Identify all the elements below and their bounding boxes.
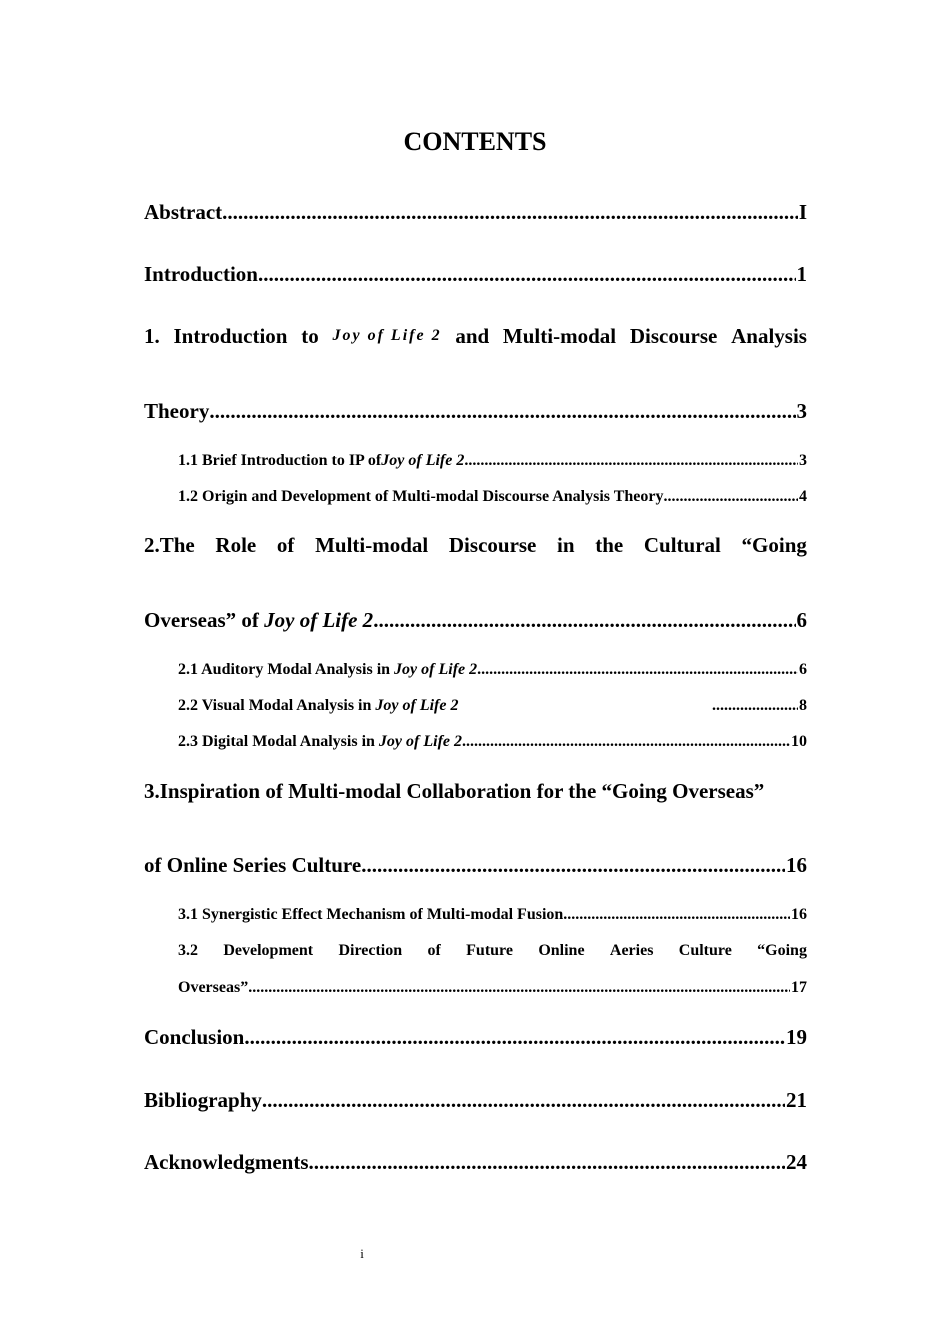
toc-page-number: 16 xyxy=(786,853,807,877)
toc-italic-title: Joy of Life 2 xyxy=(332,327,442,344)
toc-entry-3-2-line2[interactable] xyxy=(178,977,807,999)
toc-entry-1-2[interactable] xyxy=(178,486,807,508)
toc-title: CONTENTS xyxy=(403,127,547,156)
toc-leader-dots xyxy=(462,731,790,753)
toc-leader-dots xyxy=(244,1023,785,1051)
toc-word: Aeries xyxy=(609,942,654,959)
toc-word: Development xyxy=(223,942,314,959)
toc-word: Future xyxy=(466,942,513,959)
toc-italic-title: Joy of Life 2 xyxy=(375,697,459,714)
toc-leader-dots xyxy=(563,904,790,926)
toc-entry-2-2[interactable] xyxy=(178,695,807,717)
toc-leader-dots xyxy=(664,486,799,508)
toc-page-number: 3 xyxy=(796,399,807,423)
toc-label: Introduction xyxy=(144,262,258,286)
toc-entry-2-1[interactable] xyxy=(178,659,807,681)
toc-entry-1-1[interactable] xyxy=(178,450,807,472)
toc-word: 2.The xyxy=(144,533,195,557)
toc-entry-3-2-line1[interactable] xyxy=(178,940,807,962)
toc-entry-acknowledgments[interactable] xyxy=(144,1148,807,1176)
toc-label: Overseas” of xyxy=(144,608,265,632)
toc-word: 1. xyxy=(144,324,160,348)
toc-entry-introduction[interactable] xyxy=(144,260,807,288)
toc-word: Introduction xyxy=(173,324,288,348)
toc-page-number: 16 xyxy=(791,906,807,923)
page-number-footer: i xyxy=(360,1246,364,1261)
toc-leader-dots xyxy=(262,1086,785,1114)
toc-word: to xyxy=(301,324,319,348)
toc-word: Discourse xyxy=(629,324,718,348)
toc-page-number: 8 xyxy=(799,697,807,714)
toc-word: Discourse xyxy=(448,533,537,557)
toc-label: 1.2 Origin and Development of Multi-modal Discourse Analysis Theory xyxy=(178,488,664,505)
toc-italic-title: Joy of Life 2 xyxy=(394,661,478,678)
toc-leader-dots xyxy=(222,198,798,226)
toc-word: Culture xyxy=(678,942,732,959)
toc-label: Bibliography xyxy=(144,1088,262,1112)
toc-word: Analysis xyxy=(731,324,807,348)
toc-label: of Online Series Culture xyxy=(144,853,362,877)
toc-label: 1.1 Brief Introduction to IP of xyxy=(178,452,382,469)
toc-word: of xyxy=(427,942,441,959)
toc-leader-dots xyxy=(712,695,798,717)
toc-italic-title: Joy of Life 2 xyxy=(378,733,462,750)
toc-entry-conclusion[interactable] xyxy=(144,1023,807,1051)
toc-page-number: 3 xyxy=(799,452,807,469)
toc-label: Theory xyxy=(144,399,210,423)
toc-leader-dots xyxy=(248,977,790,999)
toc-label: 2.2 Visual Modal Analysis in xyxy=(178,697,376,714)
toc-entry-ch1-line1[interactable] xyxy=(144,322,807,350)
toc-italic-title: Joy of Life 2 xyxy=(381,452,465,469)
toc-label: Overseas” xyxy=(178,979,249,996)
toc-leader-dots xyxy=(309,1148,785,1176)
toc-page-number: 19 xyxy=(786,1025,807,1049)
toc-label: 2.3 Digital Modal Analysis in xyxy=(178,733,379,750)
toc-entry-3-1[interactable] xyxy=(178,904,807,926)
toc-entry-ch3-line1[interactable] xyxy=(144,777,807,805)
toc-leader-dots xyxy=(361,851,785,879)
toc-word: in xyxy=(557,533,575,557)
toc-word: Multi-modal xyxy=(502,324,617,348)
toc-word: “Going xyxy=(757,942,807,959)
toc-leader-dots xyxy=(373,606,795,634)
toc-page-number: 6 xyxy=(796,608,807,632)
toc-entry-bibliography[interactable] xyxy=(144,1086,807,1114)
toc-word: Direction xyxy=(338,942,403,959)
toc-leader-dots xyxy=(209,397,795,425)
toc-label: Acknowledgments xyxy=(144,1150,309,1174)
toc-entry-ch3-line2[interactable] xyxy=(144,851,807,879)
toc-entry-2-3[interactable] xyxy=(178,731,807,753)
toc-word: 3.2 xyxy=(178,942,198,959)
toc-italic-title: Joy of Life 2 xyxy=(264,608,374,632)
toc-page-number: 6 xyxy=(799,661,807,678)
toc-entry-ch1-line2[interactable] xyxy=(144,397,807,425)
toc-page-number: 24 xyxy=(786,1150,807,1174)
toc-word: of xyxy=(276,533,295,557)
toc-leader-dots xyxy=(258,260,796,288)
toc-page-number: 21 xyxy=(786,1088,807,1112)
toc-entry-abstract[interactable] xyxy=(144,198,807,226)
toc-leader-dots xyxy=(464,450,798,472)
toc-entry-ch2-line1[interactable] xyxy=(144,531,807,559)
toc-page-number: 4 xyxy=(799,488,807,505)
toc-label: Conclusion xyxy=(144,1025,245,1049)
toc-word: Role xyxy=(215,533,257,557)
toc-label: 3.1 Synergistic Effect Mechanism of Multi-modal Fusion xyxy=(178,906,564,923)
toc-page-number: 10 xyxy=(791,733,807,750)
toc-label: 3.Inspiration of Multi-modal Collaboration for the “Going Overseas” xyxy=(144,779,765,803)
toc-word: “Going xyxy=(741,533,807,557)
toc-label: Abstract xyxy=(144,200,223,224)
toc-page-number: I xyxy=(798,200,807,224)
toc-page-number: 17 xyxy=(791,979,807,996)
toc-word: the xyxy=(595,533,624,557)
toc-leader-dots xyxy=(477,659,798,681)
toc-word: Online xyxy=(538,942,585,959)
toc-label: 2.1 Auditory Modal Analysis in xyxy=(178,661,395,678)
toc-word: Multi-modal xyxy=(315,533,429,557)
toc-page-number: 1 xyxy=(796,262,807,286)
toc-word: Cultural xyxy=(643,533,721,557)
toc-word: and xyxy=(455,324,490,348)
toc-entry-ch2-line2[interactable] xyxy=(144,606,807,634)
